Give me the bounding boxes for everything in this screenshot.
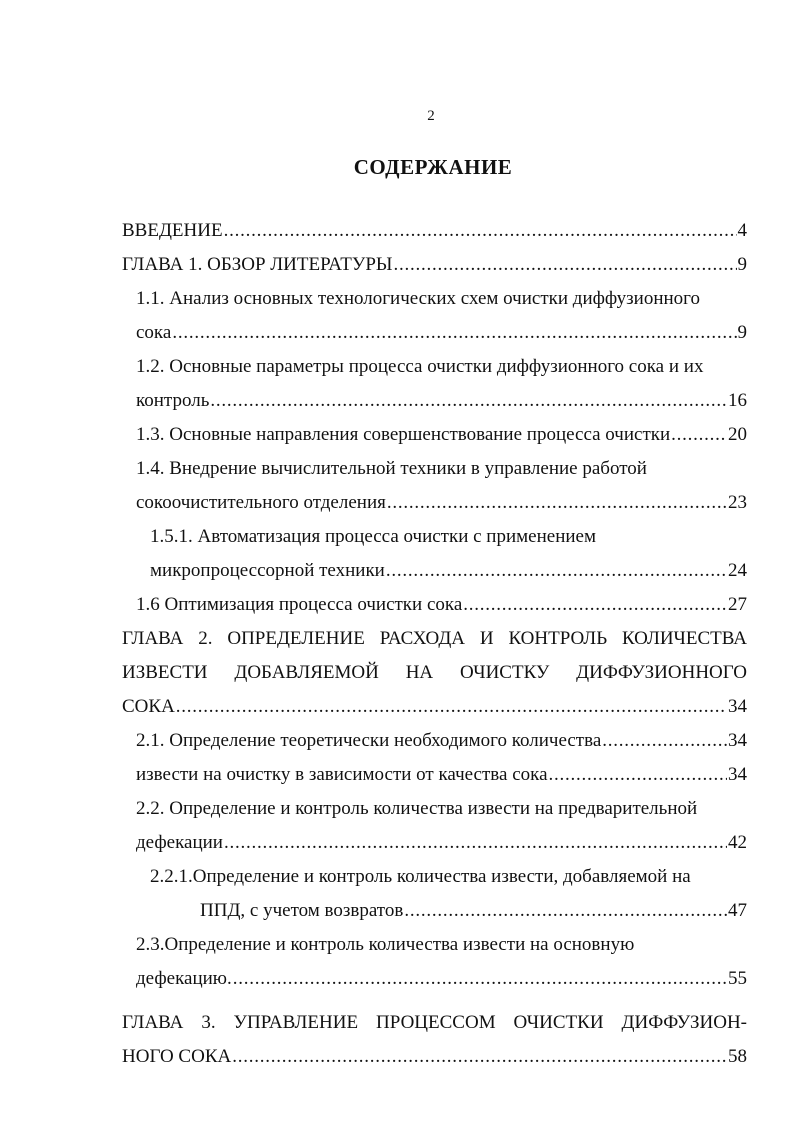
- toc-entry-text: СОКА: [122, 696, 175, 717]
- dot-leader: [394, 250, 737, 280]
- toc-entry-1-1-line2[interactable]: [136, 318, 747, 348]
- dot-leader: [210, 386, 727, 416]
- toc-entry-text: микропроцессорной техники: [150, 560, 385, 581]
- dot-leader: [172, 318, 736, 348]
- toc-page-number: 34: [728, 696, 747, 717]
- toc-entry-chapter-3-line1[interactable]: [122, 1008, 747, 1038]
- toc-entry-1-5-1-line2[interactable]: [150, 556, 747, 586]
- toc-entry-1-4-line1[interactable]: [136, 454, 747, 484]
- toc-entry-chapter-3-line2[interactable]: [122, 1042, 747, 1072]
- toc-entry-2-3-line2[interactable]: [136, 964, 747, 994]
- toc-entry-text: 2.3.Определение и контроль количества извести на основную: [136, 934, 635, 955]
- toc-page-number: 58: [728, 1046, 747, 1067]
- toc-entry-1-2-line1[interactable]: [136, 352, 747, 382]
- toc-entry-2-1-line2[interactable]: [136, 760, 747, 790]
- toc-entry-2-2-1-line1[interactable]: [150, 862, 747, 892]
- dot-leader: [232, 1042, 727, 1072]
- toc-entry-text: 1.3. Основные направления совершенствование процесса очистки: [136, 424, 671, 445]
- toc-entry-2-2-line2[interactable]: [136, 828, 747, 858]
- dot-leader: [386, 556, 727, 586]
- toc-page-number: 24: [728, 560, 747, 581]
- page-number: 2: [427, 108, 435, 124]
- toc-entry-1-6[interactable]: [136, 590, 747, 620]
- toc-entry-text: ВВЕДЕНИЕ: [122, 220, 223, 241]
- toc-page-number: 55: [728, 968, 747, 989]
- toc-entry-chapter-2-line3[interactable]: [122, 692, 747, 722]
- toc-entry-text: дефекацию.: [136, 968, 232, 989]
- toc-entry-chapter-2-line1[interactable]: [122, 624, 747, 654]
- toc-page-number: 4: [737, 220, 747, 241]
- dot-leader: [549, 760, 727, 790]
- toc-entry-text: сока: [136, 322, 172, 343]
- toc-entry-text: НОГО СОКА: [122, 1046, 232, 1067]
- toc-entry-2-1-line1[interactable]: [136, 726, 747, 756]
- dot-leader: [602, 726, 727, 756]
- toc-page-number: 47: [728, 900, 747, 921]
- toc-entry-text: ГЛАВА 1. ОБЗОР ЛИТЕРАТУРЫ: [122, 254, 393, 275]
- toc-entry-text: 1.4. Внедрение вычислительной техники в управление работой: [136, 458, 647, 479]
- dot-leader: [224, 828, 727, 858]
- toc-entry-2-2-line1[interactable]: [136, 794, 747, 824]
- dot-leader: [387, 488, 727, 518]
- toc-page-number: 27: [728, 594, 747, 615]
- dot-leader: [463, 590, 727, 620]
- dot-leader: [176, 692, 727, 722]
- toc-entry-1-5-1-line1[interactable]: [150, 522, 747, 552]
- toc-page-number: 9: [737, 254, 747, 275]
- toc-page-number: 20: [728, 424, 747, 445]
- toc-entry-text: 2.2.1.Определение и контроль количества извести, добавляемой на: [150, 866, 691, 887]
- page-title: СОДЕРЖАНИЕ: [353, 155, 513, 179]
- toc-entry-text: ГЛАВА 2. ОПРЕДЕЛЕНИЕ РАСХОДА И КОНТРОЛЬ КОЛИЧЕСТВА: [122, 628, 747, 649]
- toc-entry-2-2-1-line2[interactable]: [200, 896, 747, 926]
- toc-entry-text: контроль: [136, 390, 210, 411]
- toc-entry-1-1-line1[interactable]: [136, 284, 747, 314]
- toc-entry-text: 2.1. Определение теоретически необходимого количества: [136, 730, 602, 751]
- toc-entry-text: ППД, с учетом возвратов: [200, 900, 404, 921]
- toc-entry-text: 1.5.1. Автоматизация процесса очистки с применением: [150, 526, 596, 547]
- toc-entry-text: ИЗВЕСТИ ДОБАВЛЯЕМОЙ НА ОЧИСТКУ ДИФФУЗИОННОГО: [122, 662, 747, 683]
- toc-entry-text: дефекации: [136, 832, 223, 853]
- toc-page-number: 23: [728, 492, 747, 513]
- toc-entry-text: сокоочистительного отделения: [136, 492, 386, 513]
- dot-leader: [671, 420, 727, 450]
- toc-entry-text: извести на очистку в зависимости от качества сока: [136, 764, 548, 785]
- dot-leader: [233, 964, 727, 994]
- toc-entry-2-3-line1[interactable]: [136, 930, 747, 960]
- toc-entry-intro[interactable]: [122, 216, 747, 246]
- toc-page-number: 34: [728, 764, 747, 785]
- toc-entry-chapter-1[interactable]: [122, 250, 747, 280]
- toc-entry-1-4-line2[interactable]: [136, 488, 747, 518]
- toc-entry-text: ГЛАВА 3. УПРАВЛЕНИЕ ПРОЦЕССОМ ОЧИСТКИ ДИФФУЗИОН-: [122, 1012, 747, 1033]
- dot-leader: [224, 216, 737, 246]
- toc-page-number: 34: [728, 730, 747, 751]
- dot-leader: [404, 896, 727, 926]
- toc-page-number: 42: [728, 832, 747, 853]
- toc-entry-chapter-2-line2[interactable]: [122, 658, 747, 688]
- toc-entry-text: 2.2. Определение и контроль количества извести на предварительной: [136, 798, 698, 819]
- toc-entry-text: 1.2. Основные параметры процесса очистки диффузионного сока и их: [136, 356, 704, 377]
- toc-entry-text: 1.6 Оптимизация процесса очистки сока: [136, 594, 463, 615]
- toc-page-number: 9: [737, 322, 747, 343]
- toc-entry-1-3[interactable]: [136, 420, 747, 450]
- toc-page-number: 16: [728, 390, 747, 411]
- toc-entry-text: 1.1. Анализ основных технологических схем очистки диффузионного: [136, 288, 700, 309]
- toc-entry-1-2-line2[interactable]: [136, 386, 747, 416]
